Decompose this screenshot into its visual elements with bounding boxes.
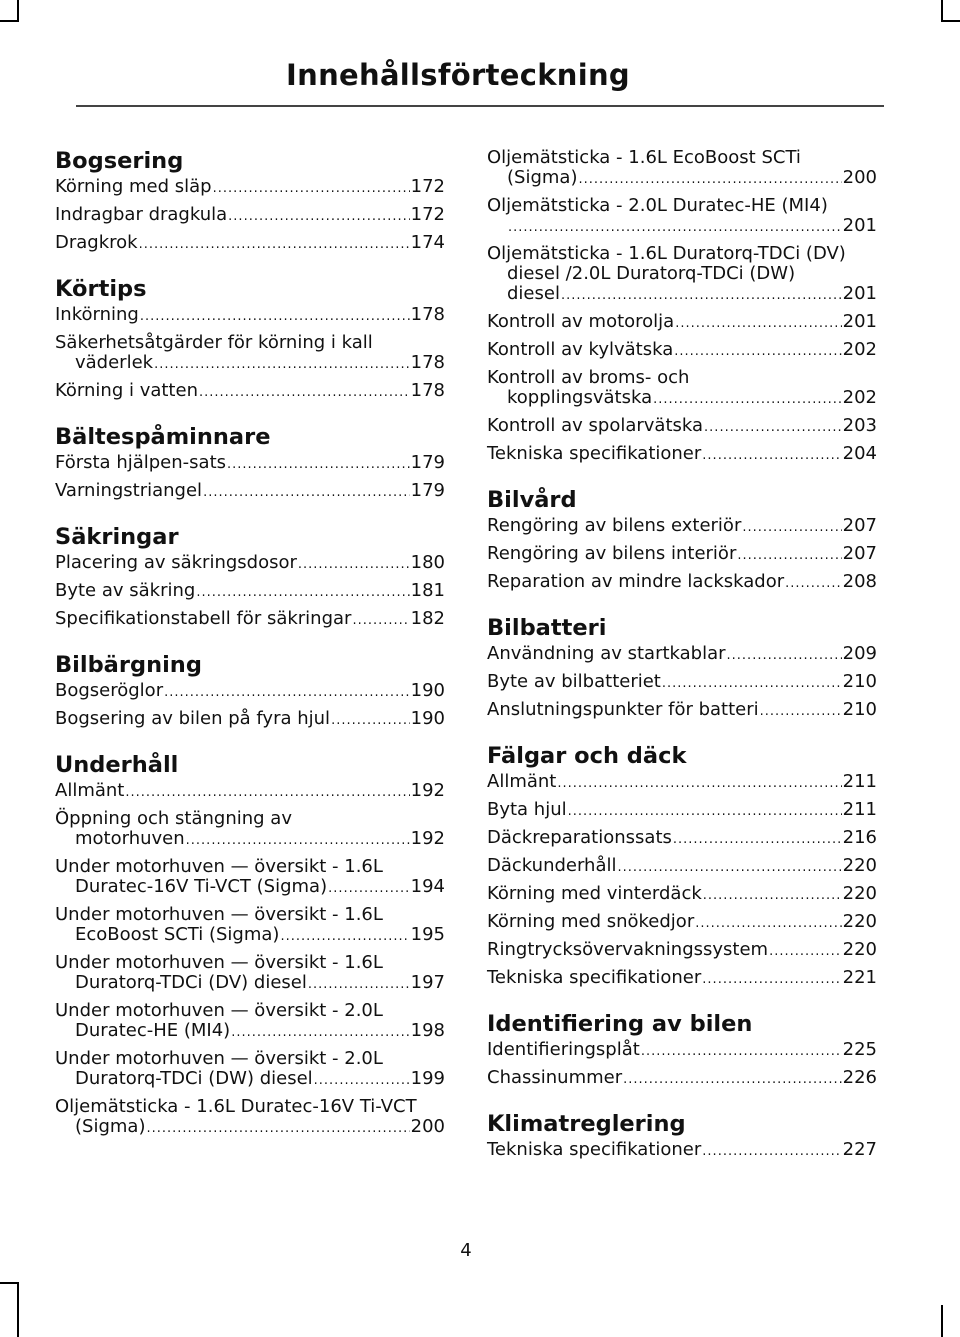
leader-dots: [673, 830, 842, 850]
toc-entry[interactable]: [55, 581, 445, 603]
leader-dots: [578, 170, 841, 190]
toc-entry[interactable]: [487, 968, 877, 990]
toc-entry-text: Däckreparationssats: [487, 827, 672, 848]
toc-entry[interactable]: [487, 940, 877, 962]
toc-entry-page: 178: [410, 380, 445, 401]
toc-entry-page: 201: [842, 215, 877, 236]
toc-entry-page: 190: [410, 680, 445, 701]
leader-dots: [742, 518, 841, 538]
toc-entry-text: Allmänt: [487, 771, 557, 792]
toc-entry[interactable]: [487, 244, 877, 306]
toc-entry[interactable]: [487, 884, 877, 906]
toc-entry[interactable]: [487, 672, 877, 694]
toc-section-klimatreglering: [487, 1110, 877, 1162]
toc-entry-text: Kontroll av motorolja: [487, 311, 675, 332]
toc-entry-page: 197: [410, 972, 445, 993]
leader-dots: [662, 674, 842, 694]
section-heading: Bilvård: [487, 487, 577, 513]
toc-entry-page: 202: [842, 339, 877, 360]
toc-entry-text: (Sigma): [75, 1116, 146, 1137]
toc-entry-page: 195: [410, 924, 445, 945]
toc-entry-page: 203: [842, 415, 877, 436]
toc-entry-page: 178: [410, 352, 445, 373]
leader-dots: [196, 583, 409, 603]
toc-entry-text: Kontroll av broms- och: [487, 367, 690, 388]
toc-section-continued: [487, 148, 877, 466]
crop-mark-top-left: [17, 0, 19, 22]
toc-entry-text: Byte av säkring: [55, 580, 196, 601]
leader-dots: [704, 418, 842, 438]
toc-entry-page: 194: [410, 876, 445, 897]
toc-entry-text: väderlek: [75, 352, 154, 373]
toc-section-kortips: [55, 275, 445, 403]
toc-entry-text: Tekniska specifikationer: [487, 443, 702, 464]
toc-entry[interactable]: [55, 333, 445, 375]
toc-entry[interactable]: [487, 516, 877, 538]
page-number: 4: [460, 1240, 472, 1261]
toc-entry-page: 226: [842, 1067, 877, 1088]
toc-entry-text: EcoBoost SCTi (Sigma): [75, 924, 280, 945]
toc-entry-text: Duratec-HE (MI4): [75, 1020, 231, 1041]
toc-entry-text: Däckunderhåll: [487, 855, 617, 876]
toc-entry-text: Duratec-16V Ti-VCT (Sigma): [75, 876, 328, 897]
toc-entry-page: 204: [842, 443, 877, 464]
leader-dots: [125, 783, 409, 803]
toc-entry[interactable]: [55, 553, 445, 575]
crop-mark-bottom-left-h: [0, 1282, 19, 1284]
toc-entry-text: Tekniska specifikationer: [487, 967, 702, 988]
toc-entry-page: 201: [842, 311, 877, 332]
toc-entry[interactable]: [55, 709, 445, 731]
toc-entry-page: 201: [842, 283, 877, 304]
toc-entry[interactable]: [487, 912, 877, 934]
toc-entry-text: Rengöring av bilens exteriör: [487, 515, 742, 536]
toc-section-bogsering: [55, 147, 445, 255]
toc-entry-text: Varningstriangel: [55, 480, 203, 501]
toc-entry-page: 209: [842, 643, 877, 664]
leader-dots: [702, 446, 841, 466]
toc-entry-text: Under motorhuven — översikt - 2.0L: [55, 1048, 383, 1069]
section-heading: Körtips: [55, 276, 147, 302]
leader-dots: [308, 975, 410, 995]
toc-entry-text: Oljemätsticka - 2.0L Duratec-HE (MI4): [487, 195, 828, 216]
toc-entry-text: diesel /2.0L Duratorq-TDCi (DW): [507, 263, 796, 284]
toc-entry[interactable]: [487, 572, 877, 594]
toc-entry-page: 225: [842, 1039, 877, 1060]
toc-entry[interactable]: [55, 1049, 445, 1091]
toc-entry-text: Duratorq-TDCi (DW) diesel: [75, 1068, 313, 1089]
toc-entry-text: Rengöring av bilens interiör: [487, 543, 737, 564]
toc-entry-page: 221: [842, 967, 877, 988]
toc-column-left: [55, 147, 445, 1145]
toc-entry-text: Tekniska specifikationer: [487, 1139, 702, 1160]
toc-entry-page: 179: [410, 480, 445, 501]
toc-entry-page: 180: [410, 552, 445, 573]
leader-dots: [203, 483, 410, 503]
toc-entry[interactable]: [487, 368, 877, 410]
leader-dots: [231, 1023, 409, 1043]
section-heading: Underhåll: [55, 752, 179, 778]
toc-entry-page: 190: [410, 708, 445, 729]
crop-mark-top-left-h: [0, 20, 19, 22]
toc-entry-text: Körning i vatten: [55, 380, 198, 401]
toc-entry[interactable]: [55, 1097, 445, 1139]
crop-mark-bottom-left: [17, 1282, 19, 1337]
toc-section-sakringar: [55, 523, 445, 631]
leader-dots: [785, 574, 842, 594]
leader-dots: [623, 1070, 842, 1090]
toc-entry[interactable]: [487, 444, 877, 466]
toc-entry-page: 198: [410, 1020, 445, 1041]
toc-entry-text: Under motorhuven — översikt - 1.6L: [55, 952, 383, 973]
section-heading: Bilbatteri: [487, 615, 607, 641]
leader-dots: [331, 711, 410, 731]
toc-entry-text: Indragbar dragkula: [55, 204, 228, 225]
toc-entry[interactable]: [55, 453, 445, 475]
leader-dots: [702, 1142, 841, 1162]
toc-entry[interactable]: [487, 148, 877, 190]
toc-section-bilbatteri: [487, 614, 877, 722]
toc-section-falgar-och-dack: [487, 742, 877, 990]
toc-entry-text: Allmänt: [55, 780, 125, 801]
toc-entry-page: 200: [842, 167, 877, 188]
toc-entry-text: diesel: [507, 283, 560, 304]
toc-entry-text: Byte av bilbatteriet: [487, 671, 661, 692]
toc-entry[interactable]: [487, 800, 877, 822]
toc-entry-text: Under motorhuven — översikt - 2.0L: [55, 1000, 383, 1021]
toc-entry-text: Oljemätsticka - 1.6L Duratec-16V Ti-VCT: [55, 1096, 417, 1117]
toc-entry-text: Dragkrok: [55, 232, 138, 253]
toc-entry-page: 199: [410, 1068, 445, 1089]
crop-mark-bottom-right: [941, 1305, 943, 1337]
toc-entry-text: Oljemätsticka - 1.6L Duratorq-TDCi (DV): [487, 243, 846, 264]
toc-entry[interactable]: [487, 856, 877, 878]
toc-entry-page: 216: [842, 827, 877, 848]
toc-entry-text: Oljemätsticka - 1.6L EcoBoost SCTi: [487, 147, 801, 168]
section-heading: Klimatreglering: [487, 1111, 686, 1137]
toc-entry[interactable]: [487, 1068, 877, 1090]
toc-entry[interactable]: [487, 312, 877, 334]
toc-entry[interactable]: [55, 953, 445, 995]
toc-entry[interactable]: [487, 196, 877, 238]
leader-dots: [618, 858, 842, 878]
toc-entry[interactable]: [55, 381, 445, 403]
leader-dots: [154, 355, 410, 375]
toc-entry-page: 208: [842, 571, 877, 592]
leader-dots: [737, 546, 841, 566]
toc-entry[interactable]: [55, 857, 445, 899]
leader-dots: [702, 970, 841, 990]
toc-entry-text: Reparation av mindre lackskador: [487, 571, 785, 592]
section-heading: Bältespåminnare: [55, 424, 271, 450]
section-heading: Identifiering av bilen: [487, 1011, 753, 1037]
toc-entry-page: 207: [842, 543, 877, 564]
toc-entry-page: 210: [842, 699, 877, 720]
toc-entry-text: Anslutningspunkter för batteri: [487, 699, 759, 720]
toc-entry-text: Körning med snökedjor: [487, 911, 695, 932]
toc-entry-page: 202: [842, 387, 877, 408]
toc-entry-text: Kontroll av spolarvätska: [487, 415, 704, 436]
toc-column-right: [487, 148, 877, 1168]
toc-entry[interactable]: [487, 1140, 877, 1162]
toc-section-baltespaminnare: [55, 423, 445, 503]
toc-entry-text: Chassinummer: [487, 1067, 623, 1088]
leader-dots: [213, 179, 410, 199]
toc-entry-text: Under motorhuven — översikt - 1.6L: [55, 904, 383, 925]
toc-entry-text: motorhuven: [75, 828, 185, 849]
toc-entry[interactable]: [487, 772, 877, 794]
leader-dots: [557, 774, 841, 794]
toc-entry[interactable]: [487, 544, 877, 566]
toc-entry[interactable]: [487, 1040, 877, 1062]
toc-entry-page: 227: [842, 1139, 877, 1160]
leader-dots: [227, 455, 410, 475]
toc-entry-text: kopplingsvätska: [507, 387, 653, 408]
toc-entry-page: 192: [410, 780, 445, 801]
toc-entry-text: Bogsering av bilen på fyra hjul: [55, 708, 331, 729]
toc-entry-text: Första hjälpen-sats: [55, 452, 226, 473]
toc-entry-page: 200: [410, 1116, 445, 1137]
section-heading: Säkringar: [55, 524, 179, 550]
toc-entry-text: Under motorhuven — översikt - 1.6L: [55, 856, 383, 877]
leader-dots: [641, 1042, 842, 1062]
toc-entry[interactable]: [55, 905, 445, 947]
toc-entry-page: 210: [842, 671, 877, 692]
toc-entry[interactable]: [487, 700, 877, 722]
toc-section-bilvard: [487, 486, 877, 594]
toc-entry[interactable]: [55, 781, 445, 803]
toc-entry[interactable]: [487, 416, 877, 438]
toc-entry-text: Kontroll av kylvätska: [487, 339, 674, 360]
toc-entry-page: 207: [842, 515, 877, 536]
toc-entry[interactable]: [55, 205, 445, 227]
toc-entry-page: 211: [842, 771, 877, 792]
leader-dots: [769, 942, 842, 962]
toc-entry-page: 179: [410, 452, 445, 473]
toc-entry-text: Placering av säkringsdosor: [55, 552, 297, 573]
toc-entry-page: 172: [410, 176, 445, 197]
toc-entry-page: 220: [842, 883, 877, 904]
leader-dots: [164, 683, 410, 703]
section-heading: Bilbärgning: [55, 652, 202, 678]
toc-section-bilbargning: [55, 651, 445, 731]
section-heading: Bogsering: [55, 148, 184, 174]
leader-dots: [328, 879, 410, 899]
toc-entry-page: 172: [410, 204, 445, 225]
toc-entry-page: 182: [410, 608, 445, 629]
leader-dots: [703, 886, 842, 906]
crop-mark-top-right-h: [941, 20, 960, 22]
toc-entry-page: 220: [842, 855, 877, 876]
leader-dots: [186, 831, 410, 851]
leader-dots: [140, 307, 410, 327]
toc-entry-page: 220: [842, 939, 877, 960]
section-heading: Fälgar och däck: [487, 743, 687, 769]
leader-dots: [561, 286, 842, 306]
toc-entry[interactable]: [55, 481, 445, 503]
leader-dots: [675, 314, 841, 334]
leader-dots: [653, 390, 842, 410]
toc-entry-page: 181: [410, 580, 445, 601]
toc-entry-text: Körning med släp: [55, 176, 212, 197]
toc-entry-text: Säkerhetsåtgärder för körning i kall: [55, 332, 373, 353]
leader-dots: [760, 702, 842, 722]
toc-entry-text: Inkörning: [55, 304, 139, 325]
leader-dots: [508, 218, 842, 238]
leader-dots: [568, 802, 842, 822]
leader-dots: [695, 914, 841, 934]
leader-dots: [199, 383, 410, 403]
toc-entry[interactable]: [55, 609, 445, 631]
leader-dots: [146, 1119, 409, 1139]
toc-entry-page: 211: [842, 799, 877, 820]
toc-section-identifiering-av-bilen: [487, 1010, 877, 1090]
toc-entry[interactable]: [487, 340, 877, 362]
toc-entry-text: (Sigma): [507, 167, 578, 188]
leader-dots: [280, 927, 409, 947]
crop-mark-top-right: [941, 0, 943, 22]
toc-entry-text: Användning av startkablar: [487, 643, 726, 664]
toc-entry-page: 192: [410, 828, 445, 849]
page-title: Innehållsförteckning: [286, 58, 630, 92]
toc-entry[interactable]: [55, 305, 445, 327]
toc-entry-page: 178: [410, 304, 445, 325]
toc-entry-text: Identifieringsplåt: [487, 1039, 640, 1060]
leader-dots: [139, 235, 410, 255]
leader-dots: [228, 207, 409, 227]
toc-entry[interactable]: [487, 644, 877, 666]
toc-entry-text: Öppning och stängning av: [55, 808, 292, 829]
toc-section-underhall: [55, 751, 445, 1139]
toc-entry[interactable]: [55, 681, 445, 703]
leader-dots: [727, 646, 842, 666]
toc-entry-text: Specifikationstabell för säkringar: [55, 608, 352, 629]
leader-dots: [298, 555, 410, 575]
toc-entry-text: Byta hjul: [487, 799, 567, 820]
leader-dots: [352, 611, 409, 631]
title-rule: [76, 105, 884, 107]
leader-dots: [314, 1071, 410, 1091]
toc-entry-page: 220: [842, 911, 877, 932]
toc-entry[interactable]: [55, 177, 445, 199]
toc-entry[interactable]: [55, 809, 445, 851]
leader-dots: [674, 342, 841, 362]
toc-entry[interactable]: [55, 233, 445, 255]
toc-entry-text: Bogseröglor: [55, 680, 164, 701]
toc-entry-text: Körning med vinterdäck: [487, 883, 702, 904]
toc-entry-page: 174: [410, 232, 445, 253]
toc-entry-text: Duratorq-TDCi (DV) diesel: [75, 972, 307, 993]
toc-entry[interactable]: [55, 1001, 445, 1043]
toc-entry-text: Ringtrycksövervakningssystem: [487, 939, 769, 960]
toc-entry[interactable]: [487, 828, 877, 850]
